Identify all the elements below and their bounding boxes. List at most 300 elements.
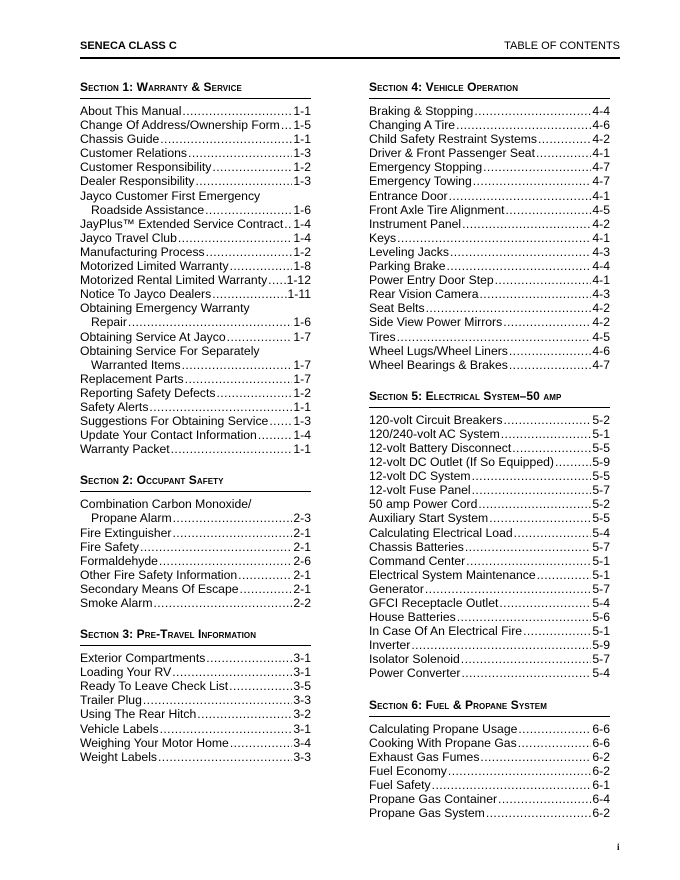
toc-entry[interactable]	[80, 231, 311, 245]
toc-entry[interactable]	[80, 582, 311, 596]
toc-entry-page: 4-4	[592, 104, 610, 118]
dot-leader	[217, 386, 293, 400]
toc-entry[interactable]	[369, 146, 610, 160]
toc-entry-row	[80, 174, 311, 188]
toc-entry-page: 5-1	[592, 624, 610, 639]
toc-entry-row	[369, 344, 610, 358]
toc-entry-page: 1-1	[293, 132, 311, 147]
toc-entry[interactable]	[80, 287, 311, 301]
dot-leader	[503, 315, 591, 329]
toc-entry[interactable]	[369, 427, 610, 441]
toc-entry[interactable]	[80, 330, 311, 344]
toc-entry-title: Ready To Leave Check List	[80, 679, 229, 694]
toc-entry[interactable]	[369, 315, 610, 329]
dot-leader	[461, 652, 592, 666]
toc-entry[interactable]	[369, 638, 610, 652]
toc-entry-row	[80, 665, 311, 679]
dot-leader	[397, 330, 592, 344]
dot-leader	[472, 469, 592, 483]
toc-entry-title: Motorized Limited Warranty	[80, 259, 229, 274]
toc-entry-page: 1-2	[293, 160, 311, 175]
toc-entry-title: Using The Rear Hitch	[80, 707, 197, 722]
toc-entry-page: 1-6	[293, 202, 311, 217]
toc-entry-row	[80, 568, 311, 582]
dot-leader	[432, 778, 592, 792]
toc-entry-row	[369, 582, 610, 596]
toc-entry-page: 1-12	[286, 273, 311, 288]
dot-leader	[498, 792, 591, 806]
toc-entry-title: Dealer Responsibility	[80, 174, 195, 189]
toc-entry-page: 5-4	[592, 596, 610, 610]
toc-entry[interactable]	[369, 736, 610, 750]
toc-entry[interactable]	[80, 540, 311, 554]
toc-entry-page: 2-1	[293, 581, 311, 596]
toc-entry-title: Instrument Panel	[369, 216, 462, 231]
dot-leader	[284, 217, 292, 231]
toc-entry-title: Driver & Front Passenger Seat	[369, 146, 535, 161]
toc-entry[interactable]	[369, 778, 610, 792]
toc-entry[interactable]	[369, 455, 610, 469]
dot-leader	[188, 146, 292, 160]
toc-entry-page: 4-1	[592, 146, 610, 161]
toc-entry-title: Warranted Items	[91, 357, 181, 372]
dot-leader	[514, 526, 592, 540]
toc-entry-page: 3-1	[293, 651, 311, 666]
dot-leader	[206, 651, 292, 665]
toc-entry-title: House Batteries	[369, 610, 456, 625]
toc-entry-title: Propane Gas Container	[369, 792, 498, 807]
toc-entry-title: Command Center	[369, 553, 466, 568]
toc-entry-page: 5-4	[592, 666, 610, 681]
toc-entry-row	[80, 372, 311, 386]
toc-entry-row	[80, 582, 311, 596]
toc-entry-page: 1-1	[293, 399, 311, 414]
toc-entry-title: 12-volt Battery Disconnect	[369, 440, 512, 455]
dot-leader	[505, 203, 591, 217]
toc-entry[interactable]	[369, 806, 610, 820]
toc-entry-page: 1-4	[293, 230, 311, 245]
toc-entry-title: Customer Responsibility	[80, 160, 212, 175]
toc-entry-page: 1-8	[293, 259, 311, 274]
toc-entry-title: Calculating Electrical Load	[369, 525, 513, 540]
toc-entry-row	[80, 245, 311, 259]
toc-entry[interactable]	[80, 160, 311, 174]
toc-entry-title: Propane Alarm	[91, 511, 172, 526]
toc-entry[interactable]	[369, 344, 610, 358]
dot-leader	[466, 554, 591, 568]
dot-leader	[185, 372, 293, 386]
toc-entry-page: 5-5	[592, 440, 610, 455]
toc-entry-row	[80, 118, 311, 132]
toc-entry-title: Repair	[91, 315, 127, 330]
toc-entry-row	[369, 132, 610, 146]
toc-entry-title: Emergency Stopping	[369, 160, 483, 175]
toc-entry-page: 3-5	[293, 679, 311, 694]
toc-entry[interactable]	[369, 132, 610, 146]
toc-entry-row	[80, 651, 311, 665]
toc-entry-row	[369, 666, 610, 680]
toc-entry[interactable]	[80, 707, 311, 721]
toc-entry[interactable]	[80, 651, 311, 665]
dot-leader	[171, 442, 293, 456]
toc-entry-title: About This Manual	[80, 104, 182, 118]
toc-entry-title: Auxiliary Start System	[369, 511, 489, 526]
toc-entry-page: 4-5	[592, 329, 610, 344]
dot-leader	[465, 540, 592, 554]
toc-entry[interactable]	[369, 610, 610, 624]
toc-entry[interactable]	[80, 414, 311, 428]
toc-entry[interactable]	[80, 750, 311, 764]
toc-entry-row	[369, 526, 610, 540]
toc-entry-title: Keys	[369, 230, 397, 245]
dot-leader	[197, 707, 292, 721]
dot-leader	[518, 722, 591, 736]
toc-entry-title: Braking & Stopping	[369, 104, 474, 118]
toc-entry-title: Manufacturing Process	[80, 244, 205, 259]
toc-entry-page: 4-2	[592, 301, 610, 316]
toc-entry-title: Rear Vision Camera	[369, 287, 479, 302]
toc-entry[interactable]	[80, 301, 311, 329]
toc-entry-page: 2-6	[293, 553, 311, 568]
toc-entry[interactable]	[369, 231, 610, 245]
toc-entry-row	[80, 736, 311, 750]
toc-entry-title: Entrance Door	[369, 188, 448, 203]
toc-entry[interactable]	[369, 624, 610, 638]
toc-entry[interactable]	[80, 174, 311, 188]
toc-entry[interactable]	[80, 259, 311, 273]
toc-entry-page: 1-5	[293, 118, 311, 133]
toc-entry-page: 1-1	[293, 104, 311, 118]
dot-leader	[182, 104, 292, 118]
toc-entry[interactable]	[369, 217, 610, 231]
toc-entry-page: 1-7	[293, 371, 311, 386]
toc-entry[interactable]	[369, 118, 610, 132]
dot-leader	[240, 582, 293, 596]
toc-entry[interactable]	[369, 764, 610, 778]
dot-leader	[238, 568, 292, 582]
toc-entry[interactable]	[369, 174, 610, 188]
toc-entry[interactable]	[80, 146, 311, 160]
dot-leader	[503, 413, 591, 427]
dot-leader	[509, 358, 592, 372]
toc-entry-title: Smoke Alarm	[80, 596, 153, 610]
dot-leader	[501, 427, 592, 441]
toc-entry[interactable]	[369, 792, 610, 806]
toc-column-left	[80, 80, 311, 781]
toc-entry[interactable]	[369, 358, 610, 372]
toc-entry-title: Parking Brake	[369, 259, 446, 274]
toc-entry[interactable]	[80, 736, 311, 750]
toc-entry-row	[80, 722, 311, 736]
toc-entry[interactable]	[369, 203, 610, 217]
dot-leader	[158, 750, 292, 764]
toc-entry[interactable]	[80, 497, 311, 525]
toc-entry[interactable]	[369, 497, 610, 511]
toc-entry[interactable]	[369, 750, 610, 764]
toc-entry[interactable]	[369, 511, 610, 525]
toc-entry-row	[80, 287, 311, 301]
dot-leader	[206, 245, 293, 259]
dot-leader	[230, 736, 293, 750]
dot-leader	[173, 511, 293, 525]
toc-section	[80, 627, 311, 764]
toc-entry-title-line: Jayco Customer First Emergency	[80, 188, 261, 203]
toc-entry[interactable]	[369, 104, 610, 118]
toc-entry-title: 12-volt DC System	[369, 469, 471, 484]
toc-entry[interactable]	[80, 104, 311, 118]
toc-entry[interactable]	[369, 652, 610, 666]
toc-entry-title: Tires	[369, 329, 396, 344]
toc-entry[interactable]	[369, 596, 610, 610]
dot-leader	[143, 693, 293, 707]
toc-entry[interactable]	[369, 540, 610, 554]
toc-entry[interactable]	[369, 259, 610, 273]
toc-entry-title: Suggestions For Obtaining Service	[80, 414, 269, 429]
dot-leader	[448, 764, 591, 778]
toc-entry-page: 4-7	[592, 174, 610, 189]
dot-leader	[397, 231, 591, 245]
section-heading: Section 2: Occupant Safety	[80, 473, 311, 492]
toc-entry-title: Chassis Batteries	[369, 539, 464, 554]
toc-entry[interactable]	[369, 568, 610, 582]
dot-leader	[472, 483, 592, 497]
toc-entry-row	[369, 750, 610, 764]
section-heading: Section 3: Pre-Travel Information	[80, 627, 311, 646]
toc-entry-page: 2-3	[293, 511, 311, 526]
toc-entry-row	[369, 764, 610, 778]
toc-entry[interactable]	[80, 722, 311, 736]
toc-entry-title: Fire Safety	[80, 539, 139, 554]
toc-entry[interactable]	[369, 554, 610, 568]
toc-entry-page: 5-2	[592, 497, 610, 512]
toc-entry-row	[80, 442, 311, 456]
toc-entry-title: Trailer Plug	[80, 693, 142, 708]
toc-entry-title: Power Entry Door Step	[369, 273, 494, 288]
toc-entry-row	[369, 245, 610, 259]
toc-entry[interactable]	[80, 132, 311, 146]
toc-entry-row	[80, 511, 311, 525]
dot-leader	[425, 582, 592, 596]
dot-leader	[172, 526, 292, 540]
toc-entry[interactable]	[80, 665, 311, 679]
toc-entry-page: 1-4	[293, 428, 311, 443]
dot-leader	[480, 287, 592, 301]
toc-entry-row	[80, 231, 311, 245]
toc-entry-row	[80, 358, 311, 372]
toc-entry-page: 4-1	[592, 273, 610, 288]
toc-entry-title: Emergency Towing	[369, 174, 472, 189]
toc-entry-title-line: Obtaining Service For Separately	[80, 343, 260, 358]
toc-entry-page: 6-4	[592, 792, 610, 807]
toc-entry-title: Jayco Travel Club	[80, 230, 177, 245]
toc-entry-row	[80, 315, 311, 329]
toc-entry[interactable]	[80, 372, 311, 386]
dot-leader	[474, 104, 591, 118]
toc-entry-title: Inverter	[369, 638, 411, 653]
toc-entry-row	[369, 189, 610, 203]
toc-entry-title: Vehicle Labels	[80, 721, 159, 736]
dot-leader	[489, 511, 591, 525]
toc-entry-page: 3-4	[293, 735, 311, 750]
toc-entry[interactable]	[369, 189, 610, 203]
toc-entry-title: 50 amp Power Cord	[369, 497, 478, 512]
toc-entry[interactable]	[80, 118, 311, 132]
toc-entry[interactable]	[369, 287, 610, 301]
dot-leader	[182, 358, 293, 372]
dot-leader	[258, 428, 293, 442]
toc-entry[interactable]	[80, 428, 311, 442]
toc-entry-title: 12-volt DC Outlet (If So Equipped)	[369, 455, 554, 470]
dot-leader	[450, 245, 591, 259]
toc-entry-page: 1-3	[293, 174, 311, 189]
toc-entry[interactable]	[369, 330, 610, 344]
toc-entry-page: 5-5	[592, 511, 610, 526]
toc-entry[interactable]	[80, 189, 311, 217]
toc-entry-page: 3-2	[293, 707, 311, 722]
toc-entry-row	[369, 427, 610, 441]
toc-section	[80, 473, 311, 610]
toc-entry-row	[369, 806, 610, 820]
dot-leader	[195, 174, 292, 188]
toc-entry[interactable]	[369, 666, 610, 680]
toc-entry-page: 5-9	[592, 638, 610, 653]
toc-entry-title: GFCI Receptacle Outlet	[369, 596, 499, 610]
toc-entry-row	[369, 358, 610, 372]
toc-entry[interactable]	[80, 679, 311, 693]
toc-entry-title: Cooking With Propane Gas	[369, 735, 517, 750]
toc-entry-row	[369, 217, 610, 231]
toc-entry-title: Exhaust Gas Fumes	[369, 749, 480, 764]
dot-leader	[495, 273, 592, 287]
toc-entry-row	[369, 736, 610, 750]
toc-entry-title: Isolator Solenoid	[369, 652, 460, 667]
toc-entry-row	[369, 497, 610, 511]
toc-entry[interactable]	[80, 526, 311, 540]
toc-entry[interactable]	[80, 442, 311, 456]
dot-leader	[462, 217, 591, 231]
dot-leader	[229, 679, 292, 693]
dot-leader	[483, 160, 591, 174]
toc-entry-row	[369, 624, 610, 638]
toc-entry[interactable]	[80, 273, 311, 287]
toc-entry-page: 1-7	[293, 329, 311, 344]
toc-entry-page: 5-5	[592, 469, 610, 484]
toc-entry[interactable]	[80, 245, 311, 259]
toc-entry-page: 4-6	[592, 118, 610, 133]
toc-entry-row	[369, 301, 610, 315]
toc-entry-page: 5-7	[592, 483, 610, 498]
toc-entry-row	[369, 722, 610, 736]
dot-leader	[178, 231, 293, 245]
toc-entry-row	[369, 315, 610, 329]
toc-entry[interactable]	[369, 413, 610, 427]
toc-entry-row	[80, 526, 311, 540]
dot-leader	[128, 315, 292, 329]
toc-entry[interactable]	[369, 483, 610, 497]
toc-section	[369, 389, 610, 681]
toc-entry-row	[80, 104, 311, 118]
toc-entry-page: 4-1	[592, 230, 610, 245]
toc-entry-row	[80, 160, 311, 174]
toc-entry[interactable]	[369, 469, 610, 483]
toc-entry-title: Side View Power Mirrors	[369, 315, 503, 330]
toc-entry-row	[369, 231, 610, 245]
toc-entry[interactable]	[80, 217, 311, 231]
toc-entry[interactable]	[369, 582, 610, 596]
dot-leader	[480, 750, 591, 764]
toc-entry-page: 4-7	[592, 357, 610, 372]
toc-entry-row	[369, 203, 610, 217]
toc-entry[interactable]	[369, 245, 610, 259]
toc-entry[interactable]	[369, 526, 610, 540]
toc-entry-page: 4-7	[592, 160, 610, 175]
toc-entry-page: 6-2	[592, 749, 610, 764]
toc-entry[interactable]	[369, 441, 610, 455]
toc-entry-title: Electrical System Maintenance	[369, 567, 536, 582]
dot-leader	[538, 132, 591, 146]
toc-entry-title: Roadside Assistance	[91, 202, 205, 217]
toc-entry[interactable]	[80, 400, 311, 414]
toc-entry-row	[369, 104, 610, 118]
toc-entry-page: 6-6	[592, 721, 610, 736]
toc-entry-row	[80, 400, 311, 414]
toc-entry-page: 3-1	[293, 665, 311, 680]
toc-entry[interactable]	[80, 344, 311, 372]
toc-entry[interactable]	[369, 722, 610, 736]
toc-entry[interactable]	[369, 160, 610, 174]
toc-section	[80, 80, 311, 456]
toc-entry-row	[369, 160, 610, 174]
toc-entry[interactable]	[80, 596, 311, 610]
toc-entry-title: 120-volt Circuit Breakers	[369, 412, 503, 427]
dot-leader	[160, 722, 293, 736]
toc-entry-row	[369, 483, 610, 497]
toc-entry-row	[369, 174, 610, 188]
dot-leader	[456, 118, 591, 132]
toc-entry-row	[369, 568, 610, 582]
toc-entry-row	[369, 540, 610, 554]
dot-leader	[268, 273, 285, 287]
toc-entry-title: Reporting Safety Defects	[80, 385, 216, 400]
toc-entry-page: 6-2	[592, 806, 610, 821]
toc-entry-page: 1-6	[293, 315, 311, 330]
dot-leader	[281, 118, 293, 132]
toc-entry[interactable]	[369, 273, 610, 287]
toc-entry-title: Other Fire Safety Information	[80, 567, 238, 582]
toc-entry[interactable]	[80, 386, 311, 400]
toc-entry-row	[369, 554, 610, 568]
toc-section	[369, 698, 610, 821]
toc-entry[interactable]	[80, 554, 311, 568]
toc-entry-title: Weighing Your Motor Home	[80, 735, 229, 750]
toc-entry-page: 4-4	[592, 259, 610, 274]
toc-entry[interactable]	[369, 301, 610, 315]
toc-entry-row	[80, 132, 311, 146]
toc-entry[interactable]	[80, 693, 311, 707]
toc-entry-title: Secondary Means Of Escape	[80, 581, 239, 596]
toc-entry-title: Warranty Packet	[80, 442, 170, 457]
section-heading: Section 1: Warranty & Service	[80, 80, 311, 99]
toc-entry-title: Loading Your RV	[80, 665, 172, 680]
toc-entry-title: Generator	[369, 581, 424, 596]
toc-entry-page: 5-1	[592, 567, 610, 582]
toc-entry[interactable]	[80, 568, 311, 582]
toc-entry-row	[80, 273, 311, 287]
header-section: TABLE OF CONTENTS	[504, 40, 620, 52]
toc-entry-title: Power Converter	[369, 666, 461, 681]
toc-entry-title: 12-volt Fuse Panel	[369, 483, 471, 498]
toc-entry-page: 5-1	[592, 553, 610, 568]
